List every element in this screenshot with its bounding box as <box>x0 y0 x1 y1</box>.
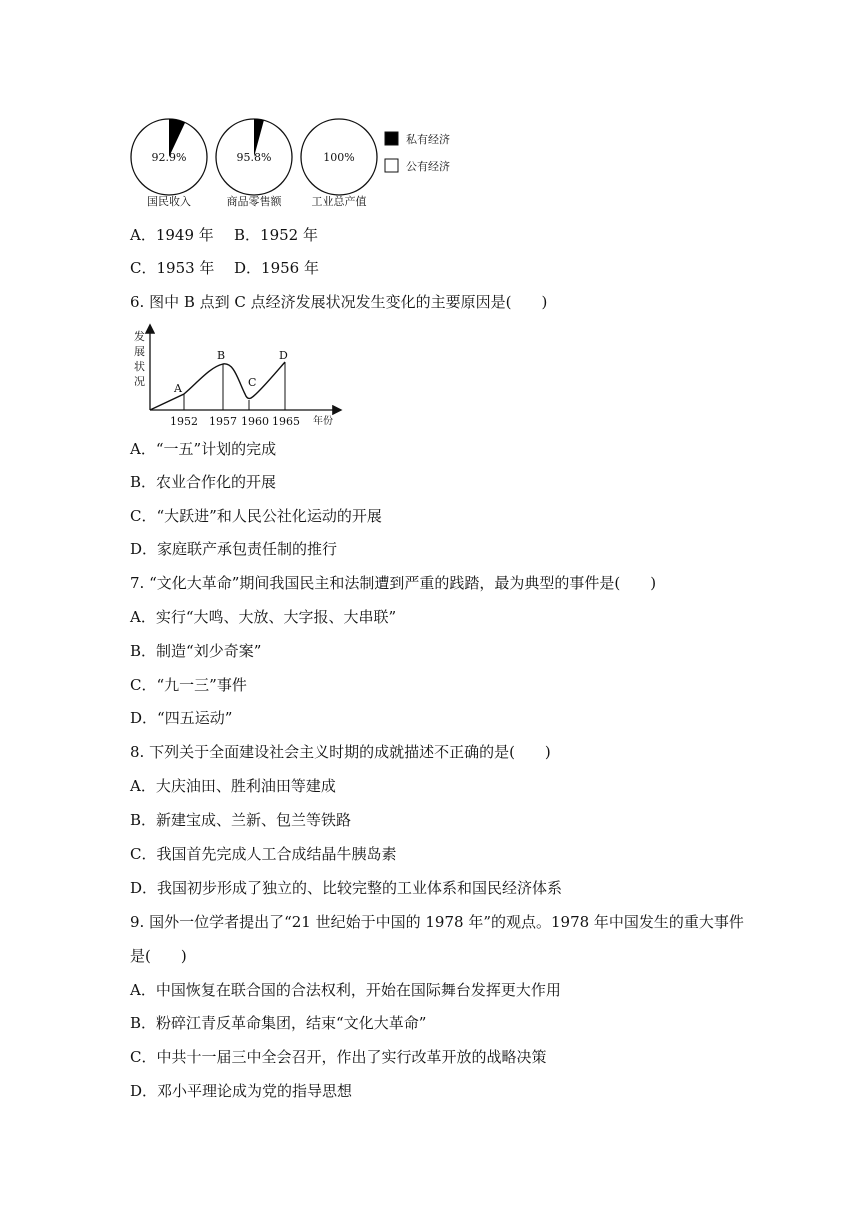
x-tick-1965: 1965 <box>272 415 300 428</box>
pie-3-label: 工业总产值 <box>311 195 367 208</box>
q6-option-c[interactable]: C．“大跃进”和人民公社化运动的开展 <box>130 507 382 525</box>
q8-option-c[interactable]: C．我国首先完成人工合成结晶牛胰岛素 <box>130 845 397 863</box>
development-curve <box>150 362 285 410</box>
q7-option-d[interactable]: D．“四五运动” <box>130 709 233 727</box>
x-tick-1960: 1960 <box>241 415 269 428</box>
q8-option-b[interactable]: B．新建宝成、兰新、包兰等铁路 <box>130 811 352 829</box>
y-axis-label-2: 展 <box>134 345 145 358</box>
q6-stem: 6. 图中 B 点到 C 点经济发展状况发生变化的主要原因是( ) <box>130 293 548 311</box>
pie-1 <box>131 119 207 208</box>
q6-option-d[interactable]: D．家庭联产承包责任制的推行 <box>130 540 338 558</box>
pie-3-value: 100% <box>323 151 355 164</box>
pie-2-value: 95.8% <box>236 151 272 164</box>
q9-stem-line-2: 是( ) <box>130 947 187 965</box>
q5-options-row-2 <box>130 258 319 278</box>
q8-stem: 8. 下列关于全面建设社会主义时期的成就描述不正确的是( ) <box>130 743 551 761</box>
point-d-label: D <box>279 349 288 362</box>
q9-option-a[interactable]: A．中国恢复在联合国的合法权利，开始在国际舞台发挥更大作用 <box>130 981 561 999</box>
q8-option-a[interactable]: A．大庆油田、胜利油田等建成 <box>130 777 336 795</box>
x-tick-1957: 1957 <box>209 415 237 428</box>
q6-development-chart <box>128 322 348 432</box>
q5-pie-chart-figure <box>120 105 480 215</box>
q9-option-b[interactable]: B．粉碎江青反革命集团，结束“文化大革命” <box>130 1014 427 1032</box>
q5-option-a[interactable]: A．1949 年 <box>130 226 214 244</box>
x-tick-1952: 1952 <box>170 415 198 428</box>
point-a-label: A <box>174 382 182 395</box>
q7-option-a[interactable]: A．实行“大鸣、大放、大字报、大串联” <box>130 608 397 626</box>
y-axis-label-1: 发 <box>134 330 145 343</box>
q6-option-b[interactable]: B．农业合作化的开展 <box>130 473 277 491</box>
legend-public-swatch <box>385 159 398 172</box>
point-b-label: B <box>217 349 226 362</box>
q5-options-row-1 <box>130 225 318 245</box>
q9-option-c[interactable]: C．中共十一届三中全会召开，作出了实行改革开放的战略决策 <box>130 1048 547 1066</box>
q5-option-b[interactable]: B．1952 年 <box>234 226 318 244</box>
legend-public-label: 公有经济 <box>406 160 450 173</box>
y-axis-label-4: 况 <box>134 375 145 388</box>
x-axis-label: 年份 <box>313 416 333 427</box>
q6-option-a[interactable]: A．“一五”计划的完成 <box>130 440 277 458</box>
q7-option-c[interactable]: C．“九一三”事件 <box>130 676 247 694</box>
legend-private-label: 私有经济 <box>406 133 450 146</box>
legend <box>385 132 450 173</box>
q7-stem: 7. “文化大革命”期间我国民主和法制遭到严重的践踏，最为典型的事件是( ) <box>130 574 657 592</box>
pie-3 <box>301 119 377 208</box>
q9-option-d[interactable]: D．邓小平理论成为党的指导思想 <box>130 1082 353 1100</box>
q8-option-d[interactable]: D．我国初步形成了独立的、比较完整的工业体系和国民经济体系 <box>130 879 563 897</box>
y-axis-label-3: 状 <box>134 360 145 373</box>
legend-private-swatch <box>385 132 398 145</box>
q7-option-b[interactable]: B．制造“刘少奇案” <box>130 642 262 660</box>
pie-2 <box>216 119 292 208</box>
point-c-label: C <box>248 376 257 389</box>
q9-stem-line-1: 9. 国外一位学者提出了“21 世纪始于中国的 1978 年”的观点。1978 年中国发生的重大事件 <box>130 913 744 931</box>
pie-1-label: 国民收入 <box>147 195 191 208</box>
q5-option-c[interactable]: C．1953 年 <box>130 259 215 277</box>
pie-1-value: 92.9% <box>151 151 187 164</box>
q5-option-d[interactable]: D．1956 年 <box>234 259 319 277</box>
pie-2-label: 商品零售额 <box>226 195 282 208</box>
